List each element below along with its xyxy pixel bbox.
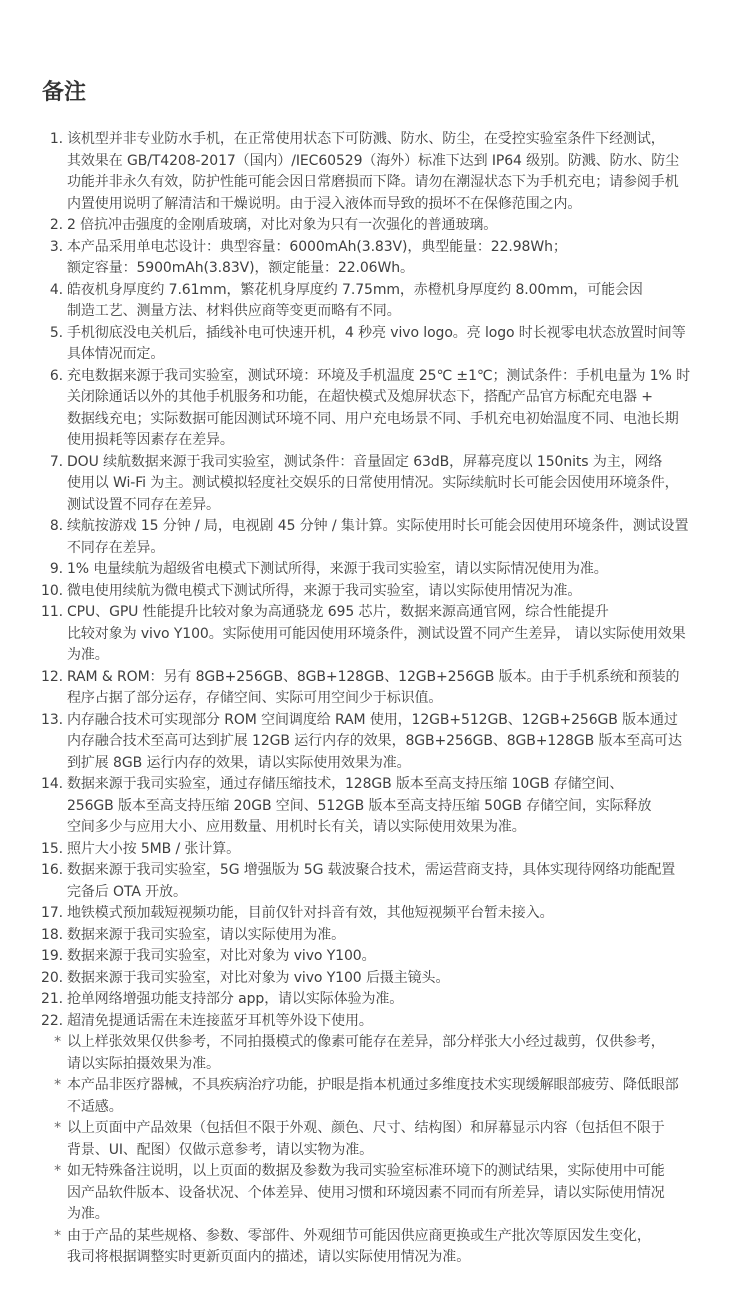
note-number: 11. <box>41 604 63 620</box>
note-item <box>40 602 714 667</box>
note-item <box>40 280 714 323</box>
note-number: 14. <box>41 776 63 792</box>
note-text: 超清免提通话需在未连接蓝牙耳机等外设下使用。 <box>67 1012 373 1029</box>
note-item <box>40 366 714 452</box>
note-item <box>40 452 714 517</box>
note-item <box>40 323 714 366</box>
note-number: 18. <box>41 926 63 943</box>
note-number: 19. <box>41 948 63 964</box>
note-number: 16. <box>41 862 63 878</box>
note-item <box>40 946 714 968</box>
note-text: 以上样张效果仅供参考，不同拍摄模式的像素可能存在差异，部分样张大小经过裁剪，仅供参考， 请以实际拍摄效果为准。 <box>67 1034 665 1072</box>
note-text: CPU、GPU 性能提升比较对象为高通骁龙 695 芯片，数据来源高通官网，综合性能提升 比较对象为 vivo Y100。实际使用可能因使用环境条件，测试设置不同产生差异， 请以实际使用效果 为准。 <box>67 604 686 663</box>
note-text: 数据来源于我司实验室，对比对象为 vivo Y100。 <box>67 948 376 964</box>
page-title: 备注 <box>42 80 87 105</box>
asterisk-marker: * <box>54 1120 61 1136</box>
note-item <box>40 903 714 925</box>
note-text: 数据来源于我司实验室，5G 增强版为 5G 载波聚合技术，需运营商支持，具体实现待网络功能配置 完备后 OTA 开放。 <box>67 862 676 900</box>
disclaimer-item <box>40 1075 714 1118</box>
note-number: 20. <box>41 969 63 986</box>
note-text: 地铁模式预加载短视频功能，目前仅针对抖音有效，其他短视频平台暂未接入。 <box>67 905 554 921</box>
note-text: 该机型并非专业防水手机，在正常使用状态下可防溅、防水、防尘，在受控实验室条件下经测试， 其效果在 GB/T4208-2017（国内）/IEC60529（海外）标准下达到 IP64 级别。防溅、防水、防尘 功能并非永久有效，防护性能可能会因日常磨损而下降。请勿在潮湿状态下为手机充电；请参阅手机 内置使用说明了解清洁和干燥说明。由于浸入液体而导致的损坏不在保修范围之内。 <box>67 131 680 212</box>
note-text: 充电数据来源于我司实验室，测试环境：环境及手机温度 25℃ ±1℃；测试条件：手机电量为 1% 时 关闭除通话以外的其他手机服务和功能，在超快模式及熄屏状态下，搭配产品官方标配充电器 + 数据线充电；实际数据可能因测试环境不同、用户充电场景不同、手机充电初始温度不同、电池长期 使用损耗等因素存在差异。 <box>67 367 691 448</box>
note-item <box>40 860 714 903</box>
note-number: 12. <box>41 668 63 685</box>
note-item <box>40 129 714 215</box>
note-text: RAM & ROM：另有 8GB+256GB、8GB+128GB、12GB+256GB 版本。由于手机系统和预装的 程序占据了部分运存，存储空间、实际可用空间少于标识值。 <box>67 668 680 706</box>
note-number: 9. <box>49 561 63 577</box>
note-text: 手机彻底没电关机后，插线补电可快速开机，4 秒亮 vivo logo。亮 logo 时长视零电状态放置时间等 具体情况而定。 <box>67 324 686 362</box>
asterisk-marker: * <box>54 1077 61 1093</box>
note-item <box>40 1011 714 1033</box>
note-number: 22. <box>41 1012 63 1029</box>
note-item <box>40 968 714 990</box>
note-text: DOU 续航数据来源于我司实验室，测试条件：音量固定 63dB，屏幕亮度以 150nits 为主，网络 使用以 Wi-Fi 为主。测试模拟轻度社交娱乐的日常使用情况。实际续航时长可能会因使用环境条件， 测试设置不同存在差异。 <box>67 453 679 513</box>
note-number: 7. <box>49 453 63 470</box>
disclaimer-item <box>40 1032 714 1075</box>
note-number: 4. <box>49 281 63 298</box>
note-item <box>40 215 714 237</box>
asterisk-marker: * <box>54 1163 61 1179</box>
note-item <box>40 581 714 603</box>
disclaimer-item <box>40 1161 714 1226</box>
asterisk-marker: * <box>54 1034 61 1050</box>
note-text: 2 倍抗冲击强度的金刚盾玻璃，对比对象为只有一次强化的普通玻璃。 <box>67 217 498 233</box>
notes-list <box>40 129 714 1269</box>
note-text: 照片大小按 5MB / 张计算。 <box>67 840 241 857</box>
note-item <box>40 989 714 1011</box>
note-text: 本产品非医疗器械，不具疾病治疗功能，护眼是指本机通过多维度技术实现缓解眼部疲劳、降低眼部 不适感。 <box>67 1077 679 1115</box>
disclaimer-item <box>40 1118 714 1161</box>
note-item <box>40 516 714 559</box>
note-text: 微电使用续航为微电模式下测试所得，来源于我司实验室，请以实际使用情况为准。 <box>67 582 582 599</box>
note-item <box>40 559 714 581</box>
note-number: 15. <box>41 840 63 857</box>
note-text: 数据来源于我司实验室，请以实际使用为准。 <box>67 926 345 943</box>
note-number: 10. <box>41 582 63 599</box>
note-number: 8. <box>49 518 63 534</box>
note-item <box>40 710 714 775</box>
note-text: 由于产品的某些规格、参数、零部件、外观细节可能因供应商更换或生产批次等原因发生变化， 我司将根据调整实时更新页面内的描述，请以实际使用情况为准。 <box>67 1227 651 1265</box>
note-number: 13. <box>41 711 63 728</box>
note-number: 3. <box>49 238 63 255</box>
disclaimer-item <box>40 1226 714 1269</box>
note-number: 17. <box>41 905 63 921</box>
note-text: 数据来源于我司实验室，通过存储压缩技术，128GB 版本至高支持压缩 10GB 存储空间、 256GB 版本至高支持压缩 20GB 空间、512GB 版本至高支持压缩 50GB 存储空间，实际释放 空间多少与应用大小、应用数量、用机时长有关，请以实际使用效果为准。 <box>67 776 652 835</box>
note-item <box>40 667 714 710</box>
note-text: 本产品采用单电芯设计：典型容量：6000mAh(3.83V)，典型能量：22.98Wh； 额定容量：5900mAh(3.83V)，额定能量：22.06Wh。 <box>67 238 567 276</box>
note-number: 5. <box>49 324 63 341</box>
note-text: 以上页面中产品效果（包括但不限于外观、颜色、尺寸、结构图）和屏幕显示内容（包括但不限于 背景、UI、配图）仅做示意参考，请以实物为准。 <box>67 1120 665 1158</box>
note-text: 续航按游戏 15 分钟 / 局，电视剧 45 分钟 / 集计算。实际使用时长可能会因使用环境条件，测试设置 不同存在差异。 <box>67 518 689 556</box>
note-number: 6. <box>49 367 63 384</box>
note-text: 抢单网络增强功能支持部分 app，请以实际体验为准。 <box>67 991 404 1007</box>
note-text: 数据来源于我司实验室，对比对象为 vivo Y100 后摄主镜头。 <box>67 969 450 986</box>
note-number: 21. <box>41 991 63 1007</box>
note-number: 1. <box>49 131 63 147</box>
note-number: 2. <box>49 217 63 233</box>
note-text: 1% 电量续航为超级省电模式下测试所得，来源于我司实验室，请以实际情况使用为准。 <box>67 561 608 577</box>
note-item <box>40 925 714 947</box>
note-item <box>40 774 714 839</box>
note-text: 皓夜机身厚度约 7.61mm，繁花机身厚度约 7.75mm，赤橙机身厚度约 8.00mm，可能会因 制造工艺、测量方法、材料供应商等变更而略有不同。 <box>67 281 643 319</box>
note-text: 如无特殊备注说明，以上页面的数据及参数为我司实验室标准环境下的测试结果，实际使用中可能 因产品软件版本、设备状况、个体差异、使用习惯和环境因素不同而有所差异，请以实际使用情况 为准。 <box>67 1163 665 1222</box>
note-item <box>40 237 714 280</box>
asterisk-marker: * <box>54 1227 61 1244</box>
note-item <box>40 839 714 861</box>
note-text: 内存融合技术可实现部分 ROM 空间调度给 RAM 使用，12GB+512GB、12GB+256GB 版本通过 内存融合技术至高可达到扩展 12GB 运行内存的效果，8GB+256GB、8GB+128GB 版本至高可达 到扩展 8GB 运行内存的效果，请以实际使用效果为准。 <box>67 711 682 771</box>
